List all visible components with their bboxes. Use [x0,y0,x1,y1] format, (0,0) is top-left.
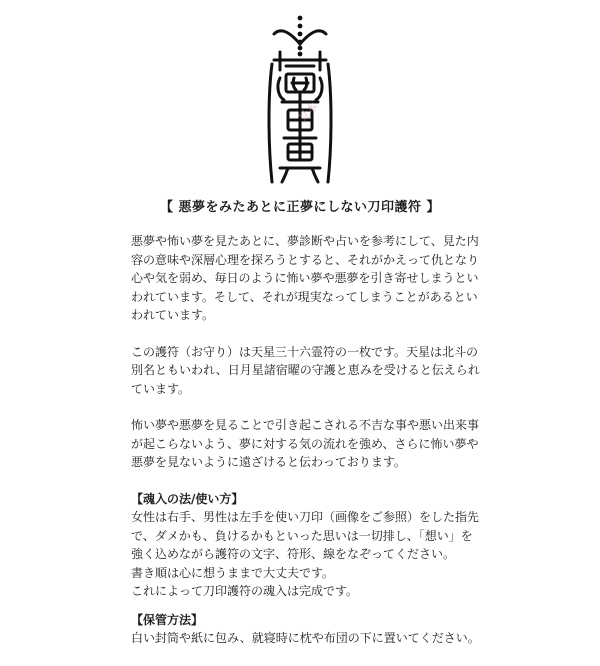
paragraph-effect [131,416,480,472]
section-usage [131,490,480,601]
watermark-text: 見本 [295,99,321,125]
text-line: 怖い夢や悪夢を見ることで引き起こされる不吉な事や悪い出来事 [131,418,480,432]
text-line: 悪夢を見ないように遠ざけると伝わっております。 [131,455,406,469]
text-line: 強く込めながら護符の文字、符形、線をなぞってください。 [131,547,456,561]
text-line: 女性は右手、男性は左手を使い刀印（画像をご参照）をした指先 [131,510,480,524]
text-line: これによって刀印護符の魂入は完成です。 [131,584,359,598]
paragraph-origin [131,343,480,399]
text-line: 容の意味や深層心理を探ろうとすると、それがかえって仇となり [131,252,480,267]
text-line: ています。 [131,381,191,396]
text-line: 別名ともいわれ、日月星諸宿曜の守護と恵みを受けると伝えられ [131,363,480,377]
text-line: この護符（お守り）は天星三十六霊符の一枚です。天星は北斗の [131,344,479,359]
text-line: われています。 [131,308,215,322]
text-line: が起こらないよう、夢に対する気の流れを強め、さらに怖い夢や [131,436,479,451]
paragraph-intro [131,232,480,325]
section-usage-title: 【魂入の法/使い方】 [131,491,244,506]
section-storage [131,611,480,648]
text-line: 心や気を弱め、毎日のように怖い夢や悪夢を引き寄せしまうとい [131,271,479,285]
section-storage-title: 【保管方法】 [131,612,204,627]
text-line: 悪夢や怖い夢を見たあとに、夢診断や占いを参考にして、見た内 [131,234,479,248]
page-heading: 【 悪夢をみたあとに正夢にしない刀印護符 】 [159,200,441,215]
text-line: 白い封筒や紙に包み、就寝時に枕や布団の下に置いてください。 [131,631,480,645]
text-line: われています。そして、それが現実なってしまうことがあるとい [131,289,478,304]
text-line: で、ダメかも、負けるかもといった思いは一切排し、「想い」を [131,528,473,543]
text-line: 書き順は心に想うままで大丈夫です。 [131,565,335,580]
talisman-seal-image [250,4,350,190]
description-body [131,232,480,666]
